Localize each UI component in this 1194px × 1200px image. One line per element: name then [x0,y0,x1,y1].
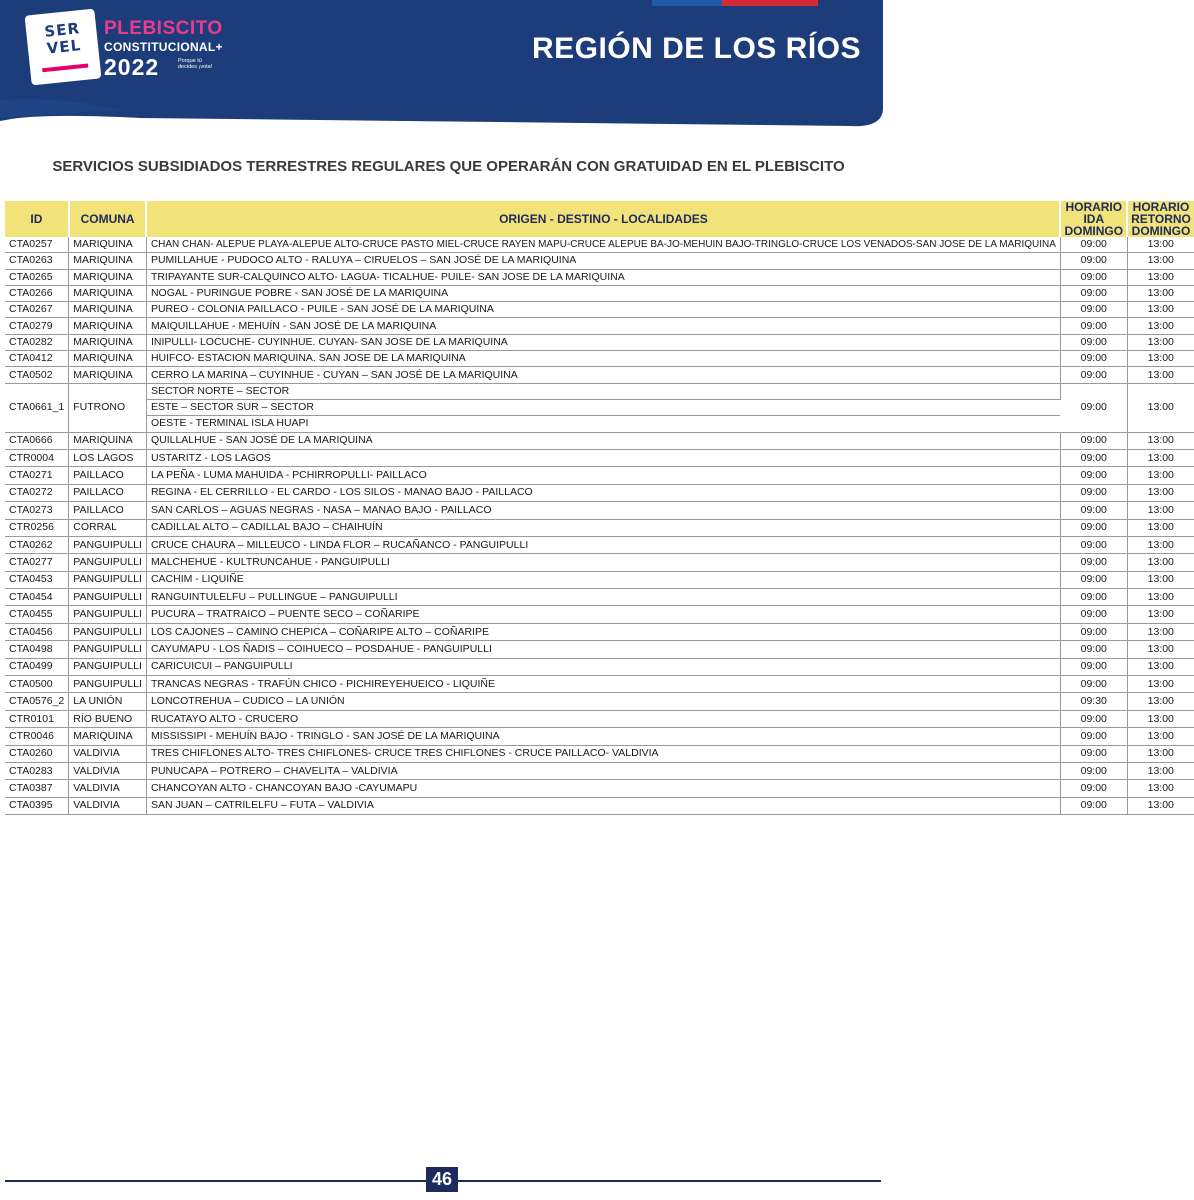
logo-year: 2022 [104,54,160,80]
cell-horario-ida: 09:00 [1060,237,1127,253]
cell-horario-retorno: 13:00 [1127,502,1194,519]
cell-horario-ida: 09:00 [1060,519,1127,536]
cell-route: PUNUCAPA – POTRERO – CHAVELITA – VALDIVIA [146,762,1060,779]
cell-id: CTA0412 [5,351,69,367]
cell-comuna: MARIQUINA [69,351,147,367]
document-title: SERVICIOS SUBSIDIADOS TERRESTRES REGULARES QUE OPERARÁN CON GRATUIDAD EN EL PLEBISCITO [52,158,845,175]
cell-horario-ida: 09:00 [1060,745,1127,762]
servel-badge [27,11,100,84]
cell-horario-ida: 09:00 [1060,334,1127,350]
cell-comuna: RÍO BUENO [69,710,147,727]
cell-horario-retorno: 13:00 [1127,285,1194,301]
cell-horario-ida: 09:00 [1060,383,1127,432]
cell-comuna: VALDIVIA [69,797,147,814]
table-row [5,269,1194,285]
cell-route: CARICUICUI – PANGUIPULLI [146,658,1060,675]
cell-horario-ida: 09:00 [1060,797,1127,814]
cell-comuna: MARIQUINA [69,237,147,253]
servel-top: SER [43,19,81,41]
cell-comuna: PAILLACO [69,502,147,519]
cell-route: TRANCAS NEGRAS - TRAFÚN CHICO - PICHIREYEHUEICO - LIQUIÑE [146,676,1060,693]
cell-horario-ida: 09:00 [1060,269,1127,285]
cell-horario-retorno: 13:00 [1127,351,1194,367]
cell-route: CACHIM - LIQUIÑE [146,571,1060,588]
header-ida [1060,201,1127,237]
flag-red-stripe [722,0,818,6]
cell-horario-retorno: 13:00 [1127,693,1194,710]
cell-id: CTA0265 [5,269,69,285]
cell-route: USTARITZ - LOS LAGOS [146,449,1060,466]
cell-horario-ida: 09:00 [1060,762,1127,779]
table-row [5,467,1194,484]
cell-id: CTA0502 [5,367,69,383]
table-row [5,302,1194,318]
header-ret-line2: DOMINGO [1131,224,1191,238]
cell-id: CTR0256 [5,519,69,536]
cell-id: CTA0666 [5,432,69,449]
cell-comuna: MARIQUINA [69,367,147,383]
cell-horario-ida: 09:00 [1060,710,1127,727]
cell-comuna: PANGUIPULLI [69,554,147,571]
cell-route: CAYUMAPU - LOS ÑADIS – COIHUECO – POSDAHUE - PANGUIPULLI [146,641,1060,658]
cell-comuna: PANGUIPULLI [69,676,147,693]
cell-horario-retorno: 13:00 [1127,589,1194,606]
cell-comuna: PANGUIPULLI [69,571,147,588]
cell-horario-ida: 09:00 [1060,367,1127,383]
table-row [5,285,1194,301]
cell-route: LOS CAJONES – CAMINO CHEPICA – COÑARIPE ALTO – COÑARIPE [146,623,1060,640]
table-row [5,745,1194,762]
cell-comuna: MARIQUINA [69,302,147,318]
table-row [5,606,1194,623]
cell-route: ESTE – SECTOR SUR – SECTOR [146,399,1060,415]
cell-comuna: MARIQUINA [69,432,147,449]
cell-horario-ida: 09:00 [1060,253,1127,269]
cell-horario-ida: 09:00 [1060,351,1127,367]
cell-comuna: LA UNIÓN [69,693,147,710]
cell-id: CTA0277 [5,554,69,571]
cell-id: CTA0273 [5,502,69,519]
cell-comuna: PANGUIPULLI [69,658,147,675]
table-row [5,351,1194,367]
table-row [5,334,1194,350]
cell-route: CHAN CHAN- ALEPUE PLAYA-ALEPUE ALTO-CRUCE PASTO MIEL-CRUCE RAYEN MAPU-CRUCE ALEPUE BA-JO-MEHUIN BAJO-TRINGLO-CRUCE LOS VENADOS-SAN JOSE DE LA MARIQUINA [146,237,1060,253]
cell-horario-ida: 09:00 [1060,571,1127,588]
cell-horario-retorno: 13:00 [1127,536,1194,553]
cell-route: HUIFCO- ESTACION MARIQUINA. SAN JOSE DE LA MARIQUINA [146,351,1060,367]
cell-comuna: PANGUIPULLI [69,641,147,658]
cell-id: CTA0498 [5,641,69,658]
cell-comuna: PAILLACO [69,484,147,501]
table-row [5,383,1194,399]
table-row [5,416,1194,432]
cell-id: CTA0262 [5,536,69,553]
cell-route: MALCHEHUE - KULTRUNCAHUE - PANGUIPULLI [146,554,1060,571]
cell-id: CTA0266 [5,285,69,301]
cell-route: CHANCOYAN ALTO - CHANCOYAN BAJO -CAYUMAPU [146,780,1060,797]
header-ida-line2: DOMINGO [1064,224,1124,238]
cell-id: CTA0453 [5,571,69,588]
cell-horario-retorno: 13:00 [1127,780,1194,797]
plebiscito-logo [30,14,230,84]
table-row [5,484,1194,501]
cell-id: CTA0661_1 [5,383,69,432]
servel-bottom: VEL [45,36,83,58]
cell-route: REGINA - EL CERRILLO - EL CARDO - LOS SILOS - MANAO BAJO - PAILLACO [146,484,1060,501]
table-row [5,449,1194,466]
page-header [0,0,897,140]
table-row [5,797,1194,814]
cell-id: CTA0257 [5,237,69,253]
servel-wordmark [40,20,87,58]
cell-comuna: FUTRONO [69,383,147,432]
cell-horario-retorno: 13:00 [1127,710,1194,727]
table-row [5,318,1194,334]
cell-id: CTA0263 [5,253,69,269]
cell-id: CTA0455 [5,606,69,623]
cell-comuna: PANGUIPULLI [69,623,147,640]
cell-comuna: MARIQUINA [69,285,147,301]
cell-horario-ida: 09:00 [1060,318,1127,334]
header-id: ID [5,201,69,237]
cell-horario-retorno: 13:00 [1127,571,1194,588]
cell-horario-ida: 09:00 [1060,554,1127,571]
cell-horario-retorno: 13:00 [1127,318,1194,334]
cell-horario-retorno: 13:00 [1127,237,1194,253]
table-row [5,676,1194,693]
table-header-row [5,201,1194,237]
cell-comuna: PANGUIPULLI [69,606,147,623]
cell-horario-ida: 09:00 [1060,467,1127,484]
cell-horario-ida: 09:00 [1060,432,1127,449]
cell-id: CTA0395 [5,797,69,814]
cell-horario-ida: 09:00 [1060,589,1127,606]
table-row [5,571,1194,588]
cell-horario-ida: 09:00 [1060,502,1127,519]
cell-horario-retorno: 13:00 [1127,641,1194,658]
cell-id: CTA0271 [5,467,69,484]
cell-horario-retorno: 13:00 [1127,432,1194,449]
cell-route: PUMILLAHUE - PUDOCO ALTO - RALUYA – CIRUELOS – SAN JOSÉ DE LA MARIQUINA [146,253,1060,269]
cell-route: SAN CARLOS – AGUAS NEGRAS - NASA – MANAO BAJO - PAILLACO [146,502,1060,519]
cell-horario-ida: 09:00 [1060,780,1127,797]
cell-horario-retorno: 13:00 [1127,606,1194,623]
cell-id: CTA0499 [5,658,69,675]
cell-comuna: MARIQUINA [69,318,147,334]
cell-route: SECTOR NORTE – SECTOR [146,383,1060,399]
cell-horario-retorno: 13:00 [1127,302,1194,318]
logo-subtitle: CONSTITUCIONAL+ [104,40,223,54]
cell-route: OESTE - TERMINAL ISLA HUAPI [146,416,1060,432]
services-table [5,201,1194,815]
header-route: ORIGEN - DESTINO - LOCALIDADES [146,201,1060,237]
cell-route: TRIPAYANTE SUR-CALQUINCO ALTO- LAGUA- TICALHUE- PUILE- SAN JOSE DE LA MARIQUINA [146,269,1060,285]
cell-horario-ida: 09:00 [1060,658,1127,675]
cell-horario-retorno: 13:00 [1127,762,1194,779]
cell-horario-ida: 09:00 [1060,728,1127,745]
cell-comuna: PANGUIPULLI [69,536,147,553]
cell-horario-retorno: 13:00 [1127,797,1194,814]
cell-horario-retorno: 13:00 [1127,745,1194,762]
table-body [5,237,1194,815]
cell-comuna: VALDIVIA [69,780,147,797]
cell-horario-retorno: 13:00 [1127,253,1194,269]
cell-id: CTA0387 [5,780,69,797]
cell-horario-ida: 09:00 [1060,484,1127,501]
cell-comuna: LOS LAGOS [69,449,147,466]
table-row [5,710,1194,727]
cell-route: MAIQUILLAHUE - MEHUÍN - SAN JOSÉ DE LA MARIQUINA [146,318,1060,334]
cell-horario-retorno: 13:00 [1127,383,1194,432]
table-row [5,554,1194,571]
cell-id: CTA0279 [5,318,69,334]
servel-accent-bar [42,63,88,72]
cell-horario-ida: 09:00 [1060,606,1127,623]
cell-horario-retorno: 13:00 [1127,519,1194,536]
cell-id: CTA0282 [5,334,69,350]
cell-route: PUCURA – TRATRAICO – PUENTE SECO – COÑARIPE [146,606,1060,623]
table-row [5,589,1194,606]
cell-id: CTA0260 [5,745,69,762]
cell-comuna: PAILLACO [69,467,147,484]
cell-route: LONCOTREHUA – CUDICO – LA UNIÓN [146,693,1060,710]
cell-horario-ida: 09:00 [1060,302,1127,318]
cell-horario-ida: 09:00 [1060,449,1127,466]
page-number: 46 [426,1167,458,1192]
cell-comuna: MARIQUINA [69,728,147,745]
cell-route: SAN JUAN – CATRILELFU – FUTA – VALDIVIA [146,797,1060,814]
cell-id: CTR0046 [5,728,69,745]
cell-comuna: MARIQUINA [69,334,147,350]
cell-route: RANGUINTULELFU – PULLINGUE – PANGUIPULLI [146,589,1060,606]
cell-horario-ida: 09:00 [1060,641,1127,658]
header-retorno [1127,201,1194,237]
cell-horario-retorno: 13:00 [1127,554,1194,571]
cell-horario-ida: 09:00 [1060,676,1127,693]
cell-id: CTA0456 [5,623,69,640]
logo-title: PLEBISCITO [104,18,223,39]
table-row [5,253,1194,269]
header-comuna: COMUNA [69,201,147,237]
cell-id: CTA0283 [5,762,69,779]
cell-horario-retorno: 13:00 [1127,467,1194,484]
cell-route: CADILLAL ALTO – CADILLAL BAJO – CHAIHUÍN [146,519,1060,536]
table-row [5,519,1194,536]
cell-id: CTA0454 [5,589,69,606]
table-row [5,237,1194,253]
cell-route: INIPULLI- LOCUCHE- CUYINHUE. CUYAN- SAN JOSE DE LA MARIQUINA [146,334,1060,350]
cell-horario-retorno: 13:00 [1127,367,1194,383]
cell-horario-retorno: 13:00 [1127,484,1194,501]
header-ida-line1: HORARIO IDA [1065,200,1123,226]
cell-comuna: PANGUIPULLI [69,589,147,606]
table-row [5,780,1194,797]
cell-horario-ida: 09:00 [1060,623,1127,640]
flag-blue-stripe [652,0,722,6]
cell-horario-retorno: 13:00 [1127,623,1194,640]
region-title: REGIÓN DE LOS RÍOS [531,32,861,65]
table-row [5,623,1194,640]
table-row [5,693,1194,710]
cell-id: CTA0267 [5,302,69,318]
cell-route: TRES CHIFLONES ALTO- TRES CHIFLONES- CRUCE TRES CHIFLONES - CRUCE PAILLACO- VALDIVIA [146,745,1060,762]
cell-horario-retorno: 13:00 [1127,269,1194,285]
table-row [5,641,1194,658]
cell-horario-ida: 09:00 [1060,285,1127,301]
cell-comuna: VALDIVIA [69,745,147,762]
table-row [5,658,1194,675]
cell-id: CTR0101 [5,710,69,727]
table-row [5,432,1194,449]
cell-id: CTA0576_2 [5,693,69,710]
cell-route: NOGAL - PURINGUE POBRE - SAN JOSÉ DE LA MARIQUINA [146,285,1060,301]
header-ret-line1: HORARIO RETORNO [1131,200,1191,226]
cell-route: QUILLALHUE - SAN JOSÉ DE LA MARIQUINA [146,432,1060,449]
cell-comuna: VALDIVIA [69,762,147,779]
cell-id: CTA0500 [5,676,69,693]
cell-horario-retorno: 13:00 [1127,334,1194,350]
cell-horario-retorno: 13:00 [1127,658,1194,675]
cell-horario-ida: 09:30 [1060,693,1127,710]
cell-comuna: MARIQUINA [69,269,147,285]
table-row [5,536,1194,553]
cell-route: CRUCE CHAURA – MILLEUCO - LINDA FLOR – RUCAÑANCO - PANGUIPULLI [146,536,1060,553]
cell-comuna: CORRAL [69,519,147,536]
table-row [5,367,1194,383]
cell-route: RUCATAYO ALTO - CRUCERO [146,710,1060,727]
cell-id: CTR0004 [5,449,69,466]
cell-horario-retorno: 13:00 [1127,728,1194,745]
table-row [5,728,1194,745]
cell-comuna: MARIQUINA [69,253,147,269]
cell-route: CERRO LA MARINA – CUYINHUE - CUYAN – SAN JOSÉ DE LA MARIQUINA [146,367,1060,383]
table-row [5,502,1194,519]
cell-horario-ida: 09:00 [1060,536,1127,553]
cell-horario-retorno: 13:00 [1127,676,1194,693]
logo-tagline: Porque tú decides ¡vota! [178,58,213,70]
cell-route: MISSISSIPI - MEHUÍN BAJO - TRINGLO - SAN JOSÉ DE LA MARIQUINA [146,728,1060,745]
table-row [5,399,1194,415]
cell-horario-retorno: 13:00 [1127,449,1194,466]
cell-route: LA PEÑA - LUMA MAHUIDA - PCHIRROPULLI- PAILLACO [146,467,1060,484]
cell-route: PUREO - COLONIA PAILLACO - PUILE - SAN JOSÉ DE LA MARIQUINA [146,302,1060,318]
cell-id: CTA0272 [5,484,69,501]
table-row [5,762,1194,779]
